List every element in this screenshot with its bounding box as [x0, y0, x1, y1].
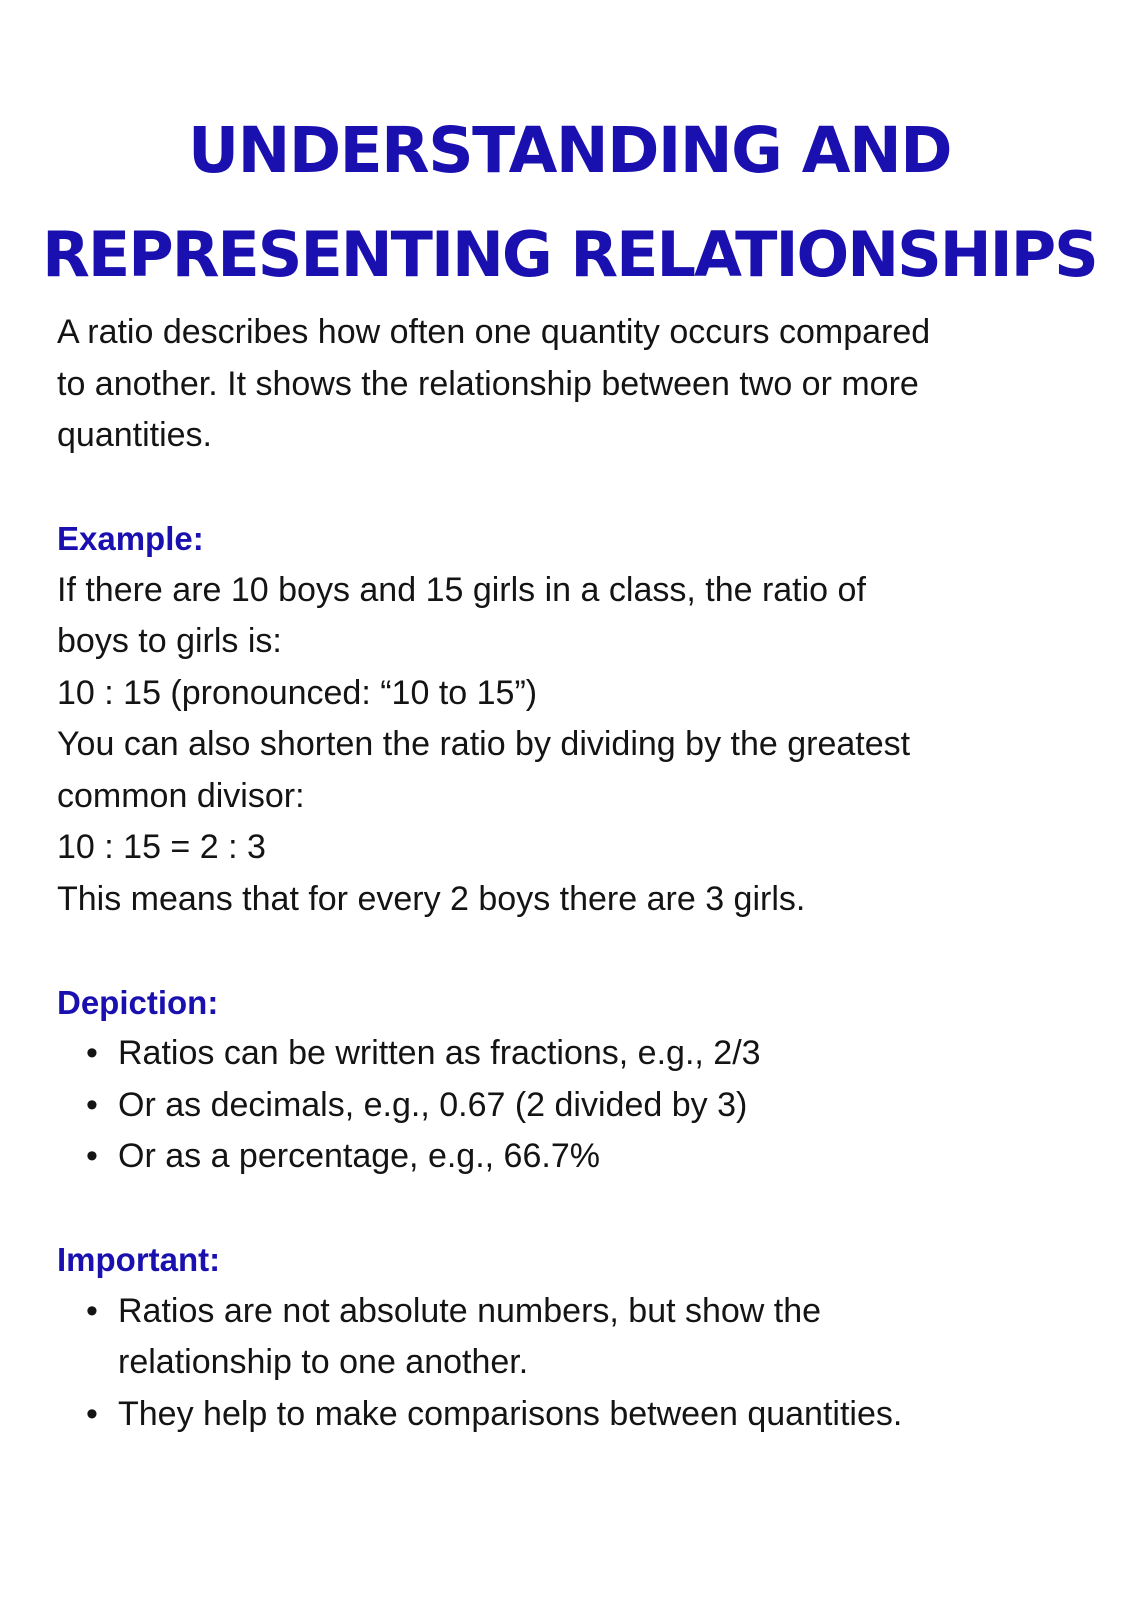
intro-paragraph	[57, 307, 1077, 462]
depiction-heading: Depiction:	[57, 983, 219, 1021]
title-line-1: UNDERSTANDING AND	[187, 114, 952, 188]
bullet-icon: •	[86, 1085, 98, 1124]
list-item	[57, 1080, 1077, 1132]
page-title	[0, 99, 1139, 307]
example-line: 10 : 15 = 2 : 3	[57, 828, 266, 866]
spacer	[57, 462, 1077, 514]
list-item-text: Or as a percentage, e.g., 66.7%	[118, 1137, 600, 1175]
list-item	[57, 1389, 1077, 1441]
intro-line: A ratio describes how often one quantity occurs compared	[57, 313, 931, 351]
list-item-text: relationship to one another.	[118, 1343, 529, 1381]
example-line: 10 : 15 (pronounced: “10 to 15”)	[57, 673, 538, 712]
example-line: common divisor:	[57, 776, 305, 815]
example-line: This means that for every 2 boys there are 3 girls.	[57, 879, 806, 918]
list-item-text: They help to make comparisons between quantities.	[118, 1394, 903, 1433]
example-line: If there are 10 boys and 15 girls in a class, the ratio of	[57, 570, 866, 609]
important-section	[57, 1234, 1077, 1440]
bullet-icon: •	[86, 1034, 98, 1072]
list-item	[57, 1286, 1077, 1389]
important-list	[57, 1286, 1077, 1441]
intro-line: to another. It shows the relationship between two or more	[57, 364, 919, 403]
list-item-text: Ratios can be written as fractions, e.g., 2/3	[118, 1034, 761, 1072]
list-item-text: Ratios are not absolute numbers, but show the	[118, 1291, 822, 1330]
example-section	[57, 513, 1077, 925]
title-line-2: REPRESENTING RELATIONSHIPS	[42, 218, 1097, 292]
document-body	[57, 307, 1077, 1440]
bullet-icon: •	[86, 1137, 98, 1175]
depiction-list	[57, 1028, 1077, 1183]
spacer	[57, 925, 1077, 977]
important-heading: Important:	[57, 1241, 221, 1278]
list-item	[57, 1028, 1077, 1080]
spacer	[57, 1183, 1077, 1235]
intro-line: quantities.	[57, 416, 212, 454]
example-line: You can also shorten the ratio by dividing by the greatest	[57, 725, 911, 763]
depiction-section	[57, 977, 1077, 1183]
example-line: boys to girls is:	[57, 622, 282, 660]
bullet-icon: •	[86, 1291, 98, 1330]
list-item	[57, 1131, 1077, 1183]
bullet-icon: •	[86, 1394, 98, 1433]
example-heading: Example:	[57, 520, 204, 557]
list-item-text: Or as decimals, e.g., 0.67 (2 divided by 3)	[118, 1085, 748, 1124]
